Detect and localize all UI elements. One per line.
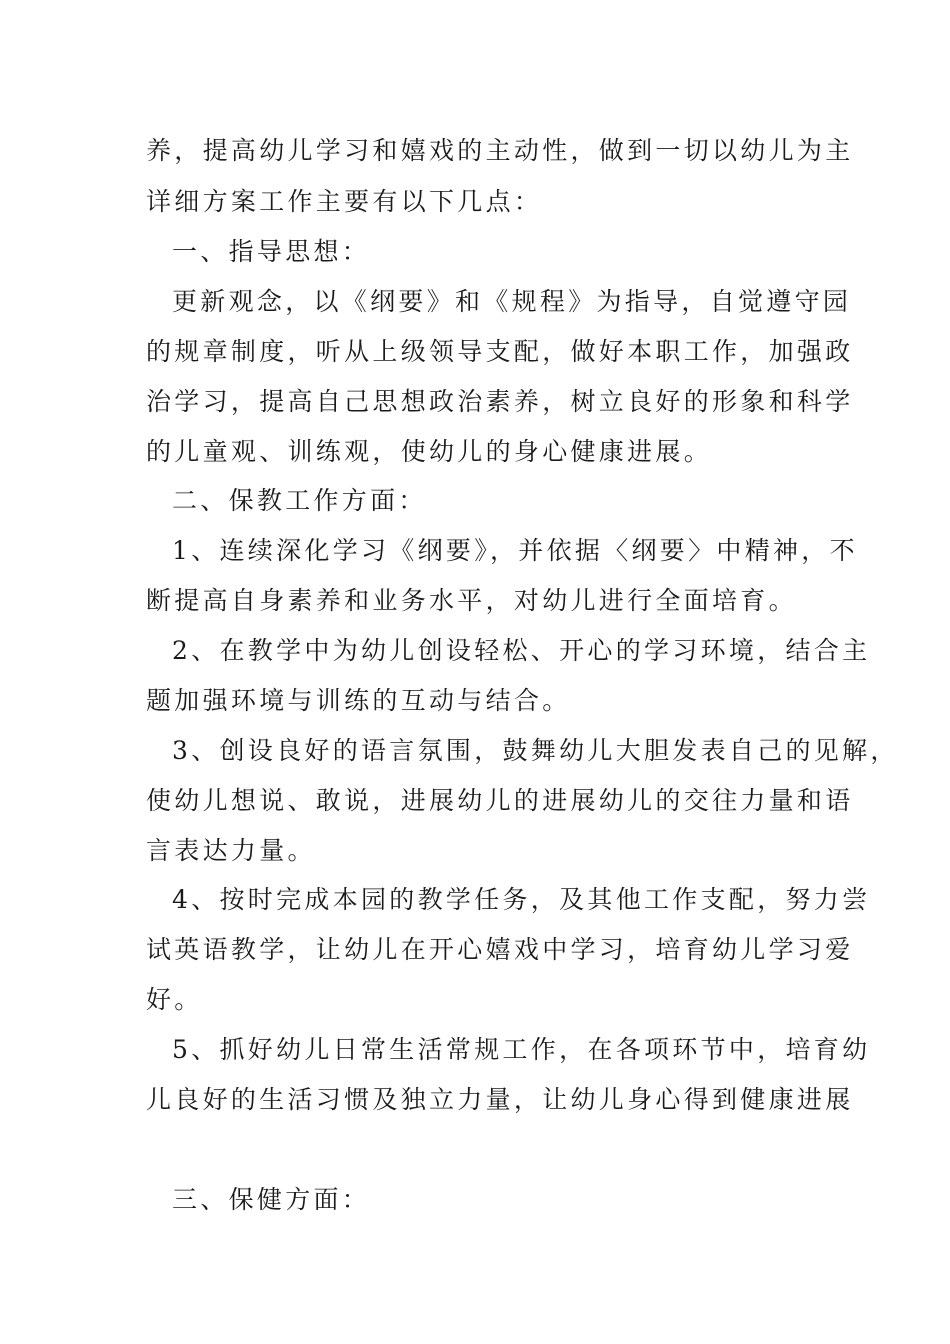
text-line: 试英语教学，让幼儿在开心嬉戏中学习，培育幼儿学习爱 xyxy=(146,935,854,964)
text-line: 2、在教学中为幼儿创设轻松、开心的学习环境，结合主 xyxy=(172,636,871,665)
text-line: 养，提高幼儿学习和嬉戏的主动性，做到一切以幼儿为主 xyxy=(146,136,854,165)
text-line: 5、抓好幼儿日常生活常规工作，在各项环节中，培育幼 xyxy=(172,1035,871,1064)
text-line: 题加强环境与训练的互动与结合。 xyxy=(146,686,571,715)
text-line: 3、创设良好的语言氛围，鼓舞幼儿大胆发表自己的见解， xyxy=(172,736,899,765)
text-line: 好。 xyxy=(146,985,203,1014)
section-heading: 一、指导思想： xyxy=(172,237,371,266)
text-line: 的儿童观、训练观，使幼儿的身心健康进展。 xyxy=(146,437,713,466)
text-line: 4、按时完成本园的教学任务，及其他工作支配，努力尝 xyxy=(172,885,871,914)
text-line: 使幼儿想说、敢说，进展幼儿的进展幼儿的交往力量和语 xyxy=(146,786,854,815)
text-line: 儿良好的生活习惯及独立力量，让幼儿身心得到健康进展 xyxy=(146,1085,854,1114)
section-heading: 二、保教工作方面： xyxy=(172,486,427,515)
text-line: 1、连续深化学习《纲要》，并依据〈纲要〉中精神，不 xyxy=(172,536,858,565)
text-line: 言表达力量。 xyxy=(146,836,316,865)
text-line: 详细方案工作主要有以下几点： xyxy=(146,187,543,216)
text-line: 的规章制度，听从上级领导支配，做好本职工作，加强政 xyxy=(146,337,854,366)
text-line: 治学习，提高自己思想政治素养，树立良好的形象和科学 xyxy=(146,387,854,416)
text-line: 更新观念，以《纲要》和《规程》为指导，自觉遵守园 xyxy=(172,287,852,316)
text-line: 断提高自身素养和业务水平，对幼儿进行全面培育。 xyxy=(146,586,797,615)
section-heading: 三、保健方面： xyxy=(172,1185,371,1214)
